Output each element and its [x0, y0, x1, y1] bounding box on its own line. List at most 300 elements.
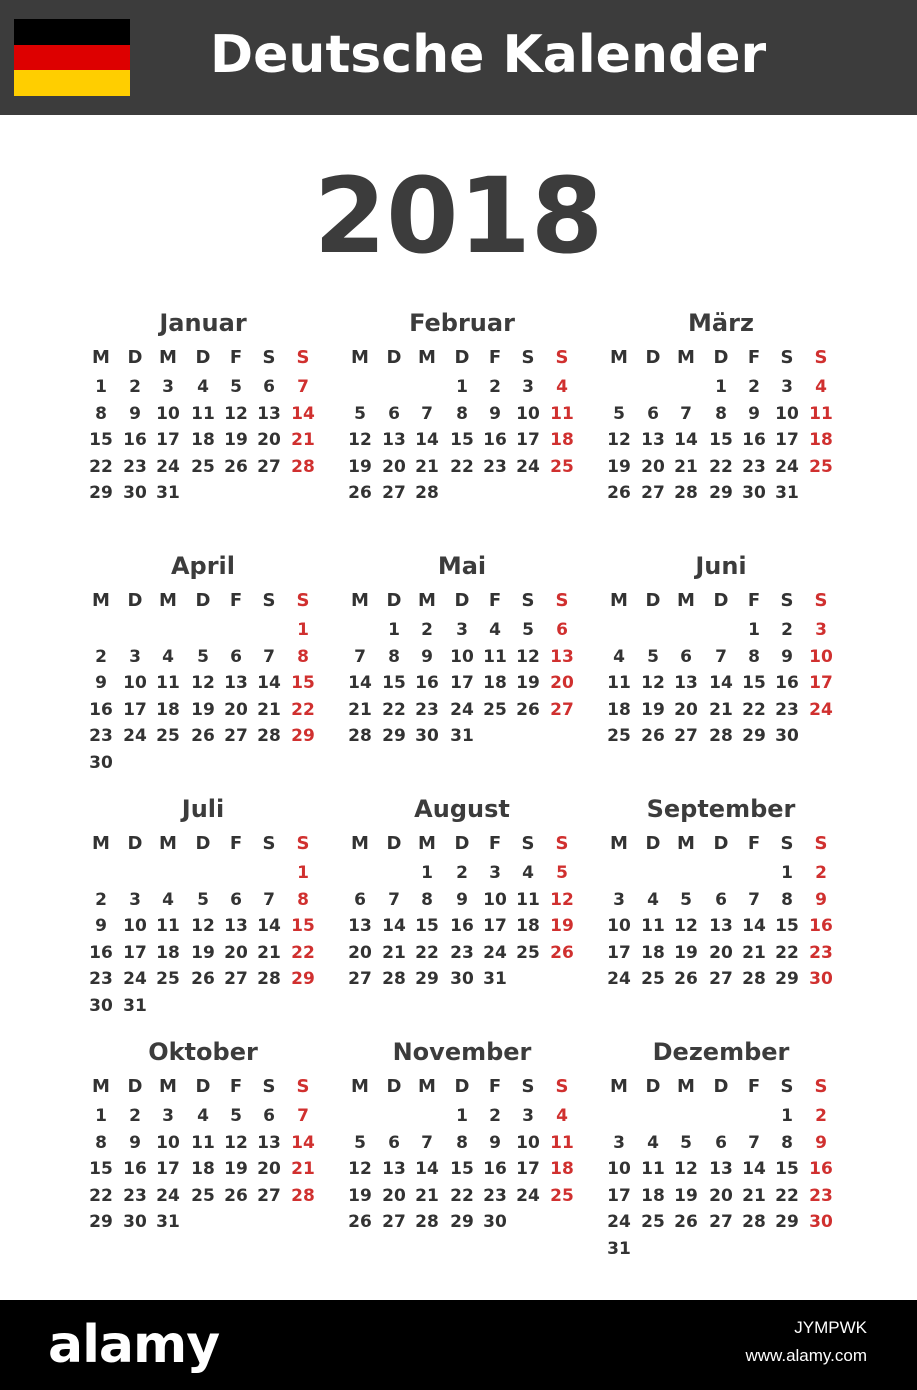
day-cell: 16 — [89, 699, 113, 720]
month-august — [343, 794, 583, 1034]
day-cell: 16 — [742, 430, 766, 450]
day-cell: 5 — [647, 646, 659, 667]
day-cell: 16 — [415, 673, 439, 693]
day-cell: 5 — [354, 403, 366, 424]
day-cell: 17 — [123, 942, 147, 963]
day-cell: 25 — [156, 726, 180, 746]
day-cell: 17 — [516, 430, 540, 450]
day-cell: 11 — [191, 1132, 215, 1153]
weekday-label: M — [351, 590, 369, 611]
day-cell: 18 — [641, 942, 665, 963]
weekday-label: S — [262, 590, 276, 611]
day-cell: 7 — [354, 646, 366, 667]
day-cell: 27 — [550, 699, 574, 720]
day-cell: 22 — [89, 1185, 113, 1206]
month-april — [84, 551, 324, 791]
flag-stripe-gold — [14, 70, 130, 96]
day-cell: 12 — [348, 1159, 372, 1179]
weekday-label: D — [645, 833, 661, 854]
day-cell: 26 — [674, 969, 698, 989]
day-cell: 4 — [197, 377, 209, 397]
day-cell: 22 — [89, 456, 113, 477]
day-cell: 22 — [450, 1185, 474, 1206]
weekday-label: F — [488, 347, 502, 368]
day-cell: 17 — [450, 673, 474, 693]
day-cell: 30 — [123, 483, 147, 503]
day-cell: 9 — [489, 403, 501, 424]
month-name: Februar — [409, 309, 515, 337]
day-cell: 9 — [95, 916, 107, 936]
day-cell: 21 — [709, 699, 733, 720]
day-cell: 10 — [450, 646, 474, 667]
day-cell: 15 — [775, 916, 799, 936]
day-cell: 31 — [483, 969, 507, 989]
day-cell: 8 — [456, 1132, 468, 1153]
weekday-label: D — [713, 833, 729, 854]
day-cell: 11 — [191, 403, 215, 424]
weekday-label: M — [159, 347, 177, 368]
day-cell: 15 — [450, 430, 474, 450]
day-cell: 18 — [191, 1159, 215, 1179]
day-cell: 22 — [291, 699, 315, 720]
day-cell: 7 — [421, 403, 433, 424]
weekday-label: S — [780, 347, 794, 368]
weekday-label: M — [92, 833, 110, 854]
weekday-label: S — [555, 347, 569, 368]
day-cell: 10 — [607, 916, 631, 936]
day-cell: 20 — [382, 456, 406, 477]
day-cell: 10 — [483, 889, 507, 910]
day-cell: 12 — [348, 430, 372, 450]
day-cell: 10 — [775, 403, 799, 424]
day-cell: 21 — [382, 942, 406, 963]
day-cell: 20 — [257, 1159, 281, 1179]
day-cell: 12 — [224, 403, 248, 424]
day-cell: 14 — [709, 673, 733, 693]
weekday-label: S — [814, 1076, 828, 1097]
weekday-label: S — [814, 833, 828, 854]
day-cell: 30 — [89, 752, 113, 773]
german-flag-icon — [14, 19, 130, 96]
day-cell: 22 — [291, 942, 315, 963]
day-cell: 28 — [257, 726, 281, 746]
day-cell: 28 — [415, 483, 439, 503]
day-cell: 17 — [156, 1159, 180, 1179]
weekday-label: D — [454, 347, 470, 368]
weekday-label: D — [645, 347, 661, 368]
day-cell: 1 — [388, 620, 400, 640]
month-name: Mai — [437, 552, 487, 580]
day-cell: 10 — [516, 1132, 540, 1153]
day-cell: 9 — [95, 673, 107, 693]
month-januar — [84, 308, 324, 548]
day-cell: 29 — [775, 1212, 799, 1232]
day-cell: 13 — [224, 916, 248, 936]
day-cell: 15 — [742, 673, 766, 693]
day-cell: 6 — [715, 889, 727, 910]
day-cell: 1 — [297, 863, 309, 883]
day-cell: 27 — [257, 456, 281, 477]
day-cell: 3 — [129, 646, 141, 667]
day-cell: 24 — [123, 726, 147, 746]
day-cell: 9 — [129, 1132, 141, 1153]
weekday-label: S — [521, 347, 535, 368]
weekday-label: M — [351, 347, 369, 368]
day-cell: 8 — [781, 889, 793, 910]
weekday-label: S — [296, 590, 310, 611]
image-id: JYMPWK — [794, 1318, 867, 1337]
day-cell: 19 — [607, 456, 631, 477]
day-cell: 2 — [95, 889, 107, 910]
day-cell: 4 — [162, 646, 174, 667]
day-cell: 26 — [191, 969, 215, 989]
day-cell: 14 — [742, 916, 766, 936]
day-cell: 11 — [550, 1132, 574, 1153]
weekday-label: M — [677, 590, 695, 611]
day-cell: 9 — [815, 889, 827, 910]
day-cell: 24 — [809, 699, 833, 720]
day-cell: 3 — [129, 889, 141, 910]
day-cell: 5 — [680, 889, 692, 910]
day-cell: 23 — [742, 456, 766, 477]
day-cell: 6 — [556, 620, 568, 640]
day-cell: 20 — [382, 1185, 406, 1206]
weekday-label: M — [418, 1076, 436, 1097]
day-cell: 22 — [415, 942, 439, 963]
day-cell: 12 — [191, 673, 215, 693]
day-cell: 23 — [450, 942, 474, 963]
day-cell: 1 — [421, 863, 433, 883]
day-cell: 18 — [191, 430, 215, 450]
month-juni — [602, 551, 842, 791]
day-cell: 7 — [297, 1106, 309, 1126]
day-cell: 27 — [641, 483, 665, 503]
day-cell: 21 — [674, 456, 698, 477]
day-cell: 11 — [550, 403, 574, 424]
weekday-label: M — [418, 833, 436, 854]
day-cell: 20 — [224, 942, 248, 963]
day-cell: 4 — [815, 377, 827, 397]
day-cell: 15 — [89, 1159, 113, 1179]
day-cell: 15 — [382, 673, 406, 693]
day-cell: 13 — [257, 403, 281, 424]
weekday-label: S — [521, 590, 535, 611]
weekday-label: F — [747, 347, 761, 368]
day-cell: 5 — [522, 620, 534, 640]
day-cell: 11 — [483, 646, 507, 667]
weekday-label: D — [127, 833, 143, 854]
day-cell: 16 — [483, 1159, 507, 1179]
day-cell: 28 — [709, 726, 733, 746]
day-cell: 27 — [348, 969, 372, 989]
day-cell: 18 — [550, 430, 574, 450]
day-cell: 1 — [781, 863, 793, 883]
footer-url: www.alamy.com — [745, 1346, 867, 1365]
day-cell: 20 — [641, 456, 665, 477]
weekday-label: S — [262, 347, 276, 368]
month-oktober — [84, 1037, 324, 1277]
day-cell: 28 — [742, 1212, 766, 1232]
day-cell: 28 — [742, 969, 766, 989]
header-bar — [0, 0, 917, 115]
day-cell: 3 — [781, 377, 793, 397]
day-cell: 24 — [607, 1212, 631, 1232]
weekday-label: M — [92, 590, 110, 611]
day-cell: 21 — [291, 430, 315, 450]
day-cell: 15 — [291, 916, 315, 936]
day-cell: 10 — [809, 646, 833, 667]
day-cell: 5 — [230, 1106, 242, 1126]
day-cell: 6 — [230, 889, 242, 910]
day-cell: 9 — [781, 646, 793, 667]
day-cell: 28 — [257, 969, 281, 989]
weekday-label: S — [780, 590, 794, 611]
day-cell: 19 — [348, 456, 372, 477]
day-cell: 19 — [641, 699, 665, 720]
weekday-label: F — [229, 833, 243, 854]
day-cell: 16 — [809, 1159, 833, 1179]
day-cell: 30 — [450, 969, 474, 989]
day-cell: 25 — [641, 1212, 665, 1232]
day-cell: 11 — [809, 403, 833, 424]
day-cell: 14 — [291, 403, 315, 424]
day-cell: 29 — [709, 483, 733, 503]
day-cell: 15 — [89, 430, 113, 450]
day-cell: 8 — [781, 1132, 793, 1153]
day-cell: 9 — [748, 403, 760, 424]
day-cell: 27 — [709, 969, 733, 989]
day-cell: 28 — [291, 1185, 315, 1206]
day-cell: 31 — [450, 726, 474, 746]
day-cell: 30 — [742, 483, 766, 503]
weekday-label: S — [555, 833, 569, 854]
day-cell: 30 — [809, 1212, 833, 1232]
day-cell: 20 — [224, 699, 248, 720]
day-cell: 1 — [297, 620, 309, 640]
weekday-label: S — [780, 1076, 794, 1097]
weekday-label: D — [454, 590, 470, 611]
day-cell: 18 — [156, 699, 180, 720]
weekday-label: F — [747, 833, 761, 854]
day-cell: 4 — [556, 1106, 568, 1126]
page-title: Deutsche Kalender — [210, 25, 767, 85]
day-cell: 6 — [263, 377, 275, 397]
day-cell: 6 — [354, 889, 366, 910]
day-cell: 7 — [388, 889, 400, 910]
day-cell: 10 — [607, 1159, 631, 1179]
day-cell: 19 — [516, 673, 540, 693]
day-cell: 17 — [123, 699, 147, 720]
day-cell: 17 — [607, 942, 631, 963]
day-cell: 18 — [550, 1159, 574, 1179]
day-cell: 20 — [257, 430, 281, 450]
day-cell: 5 — [556, 863, 568, 883]
day-cell: 16 — [483, 430, 507, 450]
weekday-label: S — [296, 1076, 310, 1097]
day-cell: 28 — [291, 456, 315, 477]
day-cell: 14 — [291, 1132, 315, 1153]
day-cell: 22 — [709, 456, 733, 477]
day-cell: 11 — [641, 916, 665, 936]
day-cell: 24 — [156, 1185, 180, 1206]
day-cell: 30 — [809, 969, 833, 989]
day-cell: 14 — [257, 916, 281, 936]
day-cell: 19 — [224, 430, 248, 450]
day-cell: 3 — [162, 377, 174, 397]
weekday-label: S — [780, 833, 794, 854]
weekday-label: F — [488, 833, 502, 854]
day-cell: 12 — [224, 1132, 248, 1153]
day-cell: 20 — [550, 673, 574, 693]
weekday-label: D — [713, 590, 729, 611]
day-cell: 7 — [421, 1132, 433, 1153]
day-cell: 25 — [550, 456, 574, 477]
day-cell: 6 — [680, 646, 692, 667]
day-cell: 13 — [709, 916, 733, 936]
weekday-label: F — [747, 1076, 761, 1097]
day-cell: 10 — [156, 403, 180, 424]
day-cell: 20 — [674, 699, 698, 720]
day-cell: 19 — [348, 1185, 372, 1206]
month-dezember — [602, 1037, 842, 1277]
weekday-label: M — [677, 347, 695, 368]
day-cell: 3 — [522, 1106, 534, 1126]
day-cell: 13 — [224, 673, 248, 693]
month-name: März — [688, 309, 754, 337]
month-mai — [343, 551, 583, 791]
month-februar — [343, 308, 583, 548]
day-cell: 7 — [263, 889, 275, 910]
weekday-label: D — [127, 347, 143, 368]
day-cell: 17 — [809, 673, 833, 693]
day-cell: 20 — [709, 1185, 733, 1206]
day-cell: 29 — [89, 483, 113, 503]
day-cell: 17 — [483, 916, 507, 936]
day-cell: 3 — [613, 889, 625, 910]
day-cell: 12 — [641, 673, 665, 693]
day-cell: 10 — [123, 916, 147, 936]
day-cell: 20 — [348, 942, 372, 963]
day-cell: 30 — [483, 1212, 507, 1232]
day-cell: 15 — [775, 1159, 799, 1179]
day-cell: 6 — [230, 646, 242, 667]
weekday-label: M — [351, 1076, 369, 1097]
day-cell: 1 — [456, 377, 468, 397]
month-name: Dezember — [652, 1038, 790, 1066]
day-cell: 18 — [641, 1185, 665, 1206]
weekday-label: D — [713, 347, 729, 368]
day-cell: 24 — [775, 456, 799, 477]
weekday-label: F — [747, 590, 761, 611]
day-cell: 6 — [263, 1106, 275, 1126]
day-cell: 19 — [224, 1159, 248, 1179]
weekday-label: M — [159, 833, 177, 854]
day-cell: 2 — [421, 620, 433, 640]
month-name: Januar — [159, 309, 247, 337]
day-cell: 1 — [95, 377, 107, 397]
weekday-label: S — [296, 833, 310, 854]
day-cell: 9 — [489, 1132, 501, 1153]
day-cell: 4 — [613, 646, 625, 667]
day-cell: 4 — [556, 377, 568, 397]
day-cell: 21 — [742, 1185, 766, 1206]
day-cell: 9 — [456, 889, 468, 910]
day-cell: 27 — [674, 726, 698, 746]
day-cell: 21 — [742, 942, 766, 963]
day-cell: 25 — [641, 969, 665, 989]
day-cell: 10 — [516, 403, 540, 424]
day-cell: 29 — [89, 1212, 113, 1232]
day-cell: 31 — [156, 483, 180, 503]
day-cell: 23 — [775, 699, 799, 720]
day-cell: 19 — [674, 942, 698, 963]
day-cell: 30 — [123, 1212, 147, 1232]
flag-stripe-red — [14, 45, 130, 71]
weekday-label: S — [555, 1076, 569, 1097]
day-cell: 10 — [156, 1132, 180, 1153]
day-cell: 26 — [224, 1185, 248, 1206]
day-cell: 7 — [748, 1132, 760, 1153]
day-cell: 29 — [450, 1212, 474, 1232]
day-cell: 6 — [388, 403, 400, 424]
day-cell: 16 — [123, 1159, 147, 1179]
day-cell: 26 — [516, 699, 540, 720]
day-cell: 26 — [191, 726, 215, 746]
month-name: September — [646, 795, 796, 823]
day-cell: 10 — [123, 673, 147, 693]
day-cell: 31 — [607, 1238, 631, 1259]
month-name: Juli — [181, 795, 225, 823]
day-cell: 8 — [297, 889, 309, 910]
day-cell: 26 — [607, 483, 631, 503]
day-cell: 24 — [516, 456, 540, 477]
day-cell: 13 — [257, 1132, 281, 1153]
day-cell: 7 — [263, 646, 275, 667]
month-name: August — [414, 795, 510, 823]
day-cell: 26 — [348, 483, 372, 503]
day-cell: 8 — [456, 403, 468, 424]
day-cell: 5 — [613, 403, 625, 424]
day-cell: 4 — [489, 620, 501, 640]
day-cell: 22 — [450, 456, 474, 477]
day-cell: 12 — [674, 1159, 698, 1179]
day-cell: 26 — [224, 456, 248, 477]
month-november — [343, 1037, 583, 1277]
day-cell: 18 — [809, 430, 833, 450]
day-cell: 2 — [815, 863, 827, 883]
day-cell: 13 — [674, 673, 698, 693]
day-cell: 23 — [123, 1185, 147, 1206]
day-cell: 26 — [674, 1212, 698, 1232]
day-cell: 14 — [348, 673, 372, 693]
day-cell: 11 — [156, 916, 180, 936]
day-cell: 21 — [415, 456, 439, 477]
weekday-label: S — [296, 347, 310, 368]
weekday-label: M — [92, 1076, 110, 1097]
day-cell: 23 — [809, 1185, 833, 1206]
day-cell: 15 — [415, 916, 439, 936]
day-cell: 29 — [291, 969, 315, 989]
weekday-label: D — [645, 590, 661, 611]
weekday-label: M — [610, 1076, 628, 1097]
day-cell: 28 — [415, 1212, 439, 1232]
day-cell: 21 — [257, 699, 281, 720]
day-cell: 22 — [775, 942, 799, 963]
day-cell: 14 — [415, 1159, 439, 1179]
day-cell: 3 — [613, 1132, 625, 1153]
day-cell: 25 — [156, 969, 180, 989]
month-märz — [602, 308, 842, 548]
